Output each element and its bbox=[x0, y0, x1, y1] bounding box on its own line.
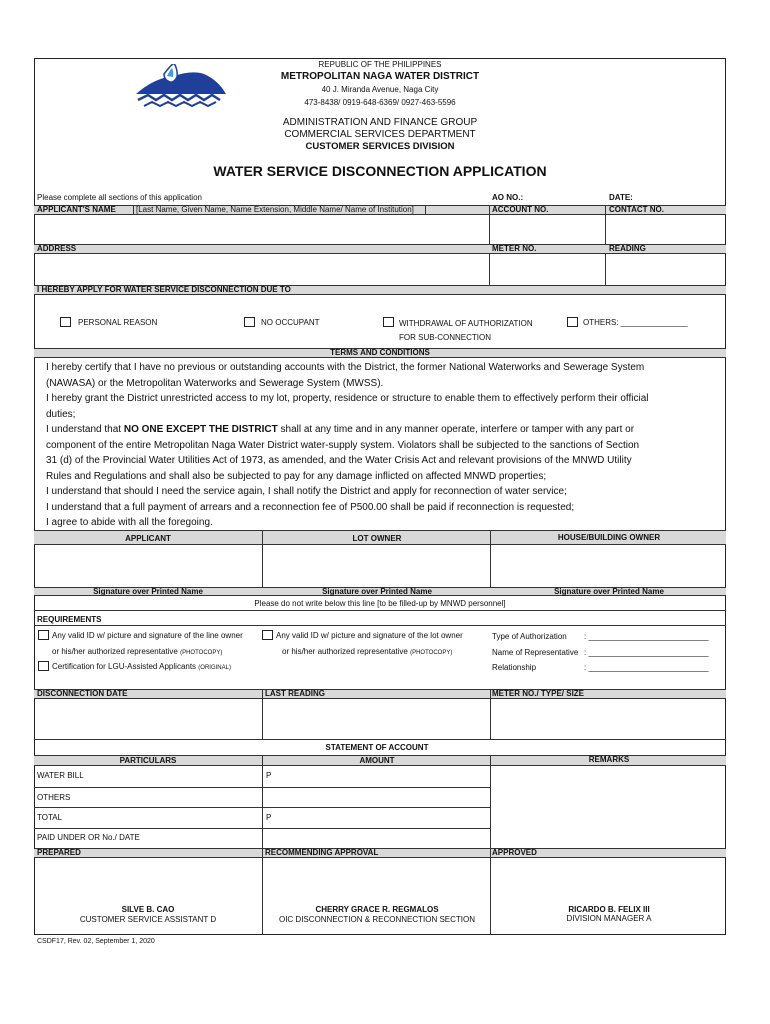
approved-title: DIVISION MANAGER A bbox=[566, 914, 652, 923]
others-charge-label: OTHERS bbox=[37, 793, 71, 802]
total-label: TOTAL bbox=[37, 813, 63, 822]
total-amount[interactable]: P bbox=[266, 813, 272, 822]
terms-line: 31 (d) of the Provincial Water Utilities Act of 1973, as amended, and the Water Crisis Act and relevant provisions of the MNWD Utility bbox=[46, 455, 632, 466]
address-label: ADDRESS bbox=[37, 244, 77, 253]
approved-label: APPROVED bbox=[492, 848, 537, 857]
district-phones: 473-8438/ 0919-648-6369/ 0927-463-5596 bbox=[304, 98, 456, 107]
meter-no-field[interactable] bbox=[490, 255, 604, 284]
lot-owner-id-checkbox[interactable] bbox=[262, 630, 273, 640]
line-owner-id-checkbox[interactable] bbox=[38, 630, 49, 640]
lgu-cert-checkbox[interactable] bbox=[38, 661, 49, 671]
relationship-field[interactable]: : ___________________________ bbox=[584, 663, 709, 672]
disconnection-header-bar bbox=[34, 689, 726, 699]
terms-line: I hereby grant the District unrestricted access to my lot, property, residence or structure to enable them to effectively perform their official bbox=[46, 393, 649, 404]
meter-type-field[interactable] bbox=[491, 700, 725, 738]
applicant-sig-heading: APPLICANT bbox=[125, 534, 171, 543]
water-bill-label: WATER BILL bbox=[37, 771, 84, 780]
paid-under-label: PAID UNDER OR No./ DATE bbox=[37, 833, 140, 842]
terms-line: duties; bbox=[46, 408, 76, 420]
applicant-name-field[interactable] bbox=[35, 216, 488, 243]
requirements-heading: REQUIREMENTS bbox=[37, 615, 102, 624]
applicant-name-label: APPLICANT'S NAME bbox=[37, 205, 116, 214]
department-label: COMMERCIAL SERVICES DEPARTMENT bbox=[284, 129, 476, 140]
lot-owner-signature-field[interactable] bbox=[263, 546, 489, 586]
others-checkbox[interactable] bbox=[567, 317, 578, 327]
lot-owner-id-label: Any valid ID w/ picture and signature of the lot owner bbox=[276, 631, 463, 640]
name-rep-field[interactable]: : ___________________________ bbox=[584, 648, 709, 657]
amount-heading: AMOUNT bbox=[359, 756, 395, 765]
terms-line: I understand that a full payment of arrears and a reconnection fee of P500.00 shall be paid if reconnection is requested; bbox=[46, 501, 575, 513]
terms-body bbox=[46, 360, 716, 531]
lot-owner-rep-label: or his/her authorized representative (PHOTOCOPY) bbox=[282, 647, 453, 656]
applicant-name-hint: [Last Name, Given Name, Name Extension, Middle Name/ Name of Institution] bbox=[136, 205, 414, 214]
terms-heading: TERMS AND CONDITIONS bbox=[330, 348, 430, 357]
address-field[interactable] bbox=[35, 255, 488, 284]
disconnection-date-field[interactable] bbox=[35, 700, 261, 738]
type-auth-field[interactable]: : ___________________________ bbox=[584, 632, 709, 641]
district-address: 40 J. Miranda Avenue, Naga City bbox=[321, 85, 439, 94]
applicant-signature-field[interactable] bbox=[35, 546, 261, 586]
approval-header-bar bbox=[34, 848, 726, 858]
reading-field[interactable] bbox=[606, 255, 725, 284]
prepared-by-name: SILVE B. CAO bbox=[121, 905, 175, 914]
district-name: METROPOLITAN NAGA WATER DISTRICT bbox=[280, 71, 480, 82]
account-no-field[interactable] bbox=[490, 216, 604, 243]
personal-reason-checkbox[interactable] bbox=[60, 317, 71, 327]
withdrawal-label: WITHDRAWAL OF AUTHORIZATION bbox=[399, 319, 533, 328]
reading-label: READING bbox=[609, 244, 646, 253]
lot-owner-sig-heading: LOT OWNER bbox=[352, 534, 402, 543]
contact-no-field[interactable] bbox=[606, 216, 725, 243]
lot-owner-sig-label: Signature over Printed Name bbox=[322, 587, 432, 596]
contact-no-label: CONTACT NO. bbox=[609, 205, 664, 214]
last-reading-label: LAST READING bbox=[265, 689, 325, 698]
statement-heading: STATEMENT OF ACCOUNT bbox=[325, 743, 429, 752]
no-occupant-label: NO OCCUPANT bbox=[261, 318, 320, 327]
house-owner-sig-label: Signature over Printed Name bbox=[554, 587, 664, 596]
prepared-label: PREPARED bbox=[37, 848, 81, 857]
terms-line: I hereby certify that I have no previous or outstanding accounts with the District, the former National Waterworks and Sewerage System bbox=[46, 362, 645, 373]
ao-no-label: AO NO.: bbox=[492, 193, 524, 202]
personnel-notice: Please do not write below this line [to be filled-up by MNWD personnel] bbox=[254, 599, 506, 608]
others-label[interactable]: OTHERS: _______________ bbox=[583, 318, 688, 327]
name-rep-label: Name of Representative bbox=[492, 648, 579, 657]
form-code-footer: CSDF17, Rev. 02, September 1, 2020 bbox=[37, 938, 155, 945]
particulars-heading: PARTICULARS bbox=[119, 756, 177, 765]
type-auth-label: Type of Authorization bbox=[492, 632, 567, 641]
withdrawal-checkbox[interactable] bbox=[383, 317, 394, 327]
line-owner-rep-label: or his/her authorized representative (PHOTOCOPY) bbox=[52, 647, 223, 656]
prepared-by-title: CUSTOMER SERVICE ASSISTANT D bbox=[79, 915, 217, 924]
relationship-label: Relationship bbox=[492, 663, 537, 672]
terms-line: I understand that should I need the service again, I shall notify the District and apply for reconnection of water service; bbox=[46, 486, 567, 497]
terms-line: (NAWASA) or the Metropolitan Waterworks and Sewerage System (MWSS). bbox=[46, 377, 384, 389]
division-label: CUSTOMER SERVICES DIVISION bbox=[305, 141, 455, 152]
recommending-name: CHERRY GRACE R. REGMALOS bbox=[315, 905, 439, 914]
reason-heading: I HEREBY APPLY FOR WATER SERVICE DISCONNECTION DUE TO bbox=[37, 285, 291, 294]
republic-label: REPUBLIC OF THE PHILIPPINES bbox=[318, 60, 442, 69]
intro-text: Please complete all sections of this application bbox=[37, 193, 202, 202]
house-owner-sig-heading: HOUSE/BUILDING OWNER bbox=[557, 533, 661, 542]
meter-type-label: METER NO./ TYPE/ SIZE bbox=[492, 689, 585, 698]
terms-line: Rules and Regulations and shall also be subjected to pay for any damage inflicted on affected MNWD properties; bbox=[46, 470, 547, 482]
house-owner-signature-field[interactable] bbox=[491, 546, 725, 586]
terms-line: I agree to abide with all the foregoing. bbox=[46, 517, 213, 528]
form-title: WATER SERVICE DISCONNECTION APPLICATION bbox=[213, 163, 547, 179]
remarks-heading: REMARKS bbox=[588, 755, 630, 764]
date-label: DATE: bbox=[609, 193, 633, 202]
disconnection-date-label: DISCONNECTION DATE bbox=[37, 689, 128, 698]
terms-line: component of the entire Metropolitan Naga Water District water-supply system. Violators shall be subjected to the sanctions of Section bbox=[46, 439, 640, 451]
account-no-label: ACCOUNT NO. bbox=[492, 205, 549, 214]
withdrawal-label-2: FOR SUB-CONNECTION bbox=[399, 333, 491, 342]
water-bill-amount[interactable]: P bbox=[266, 771, 272, 780]
line-owner-id-label: Any valid ID w/ picture and signature of the line owner bbox=[52, 631, 243, 640]
terms-line: I understand that NO ONE EXCEPT THE DISTRICT shall at any time and in any manner operate, interfere or tamper with any part or bbox=[46, 424, 635, 435]
personal-reason-label: PERSONAL REASON bbox=[78, 318, 158, 327]
recommending-title: OIC DISCONNECTION & RECONNECTION SECTION bbox=[278, 915, 475, 924]
approved-name: RICARDO B. FELIX III bbox=[568, 905, 650, 914]
group-label: ADMINISTRATION AND FINANCE GROUP bbox=[282, 117, 478, 128]
no-occupant-checkbox[interactable] bbox=[244, 317, 255, 327]
applicant-sig-label: Signature over Printed Name bbox=[93, 587, 203, 596]
lgu-cert-label: Certification for LGU-Assisted Applicants (ORIGINAL) bbox=[52, 662, 231, 671]
last-reading-field[interactable] bbox=[263, 700, 489, 738]
district-logo bbox=[134, 64, 228, 108]
meter-no-label: METER NO. bbox=[492, 244, 537, 253]
recommending-label: RECOMMENDING APPROVAL bbox=[265, 848, 379, 857]
